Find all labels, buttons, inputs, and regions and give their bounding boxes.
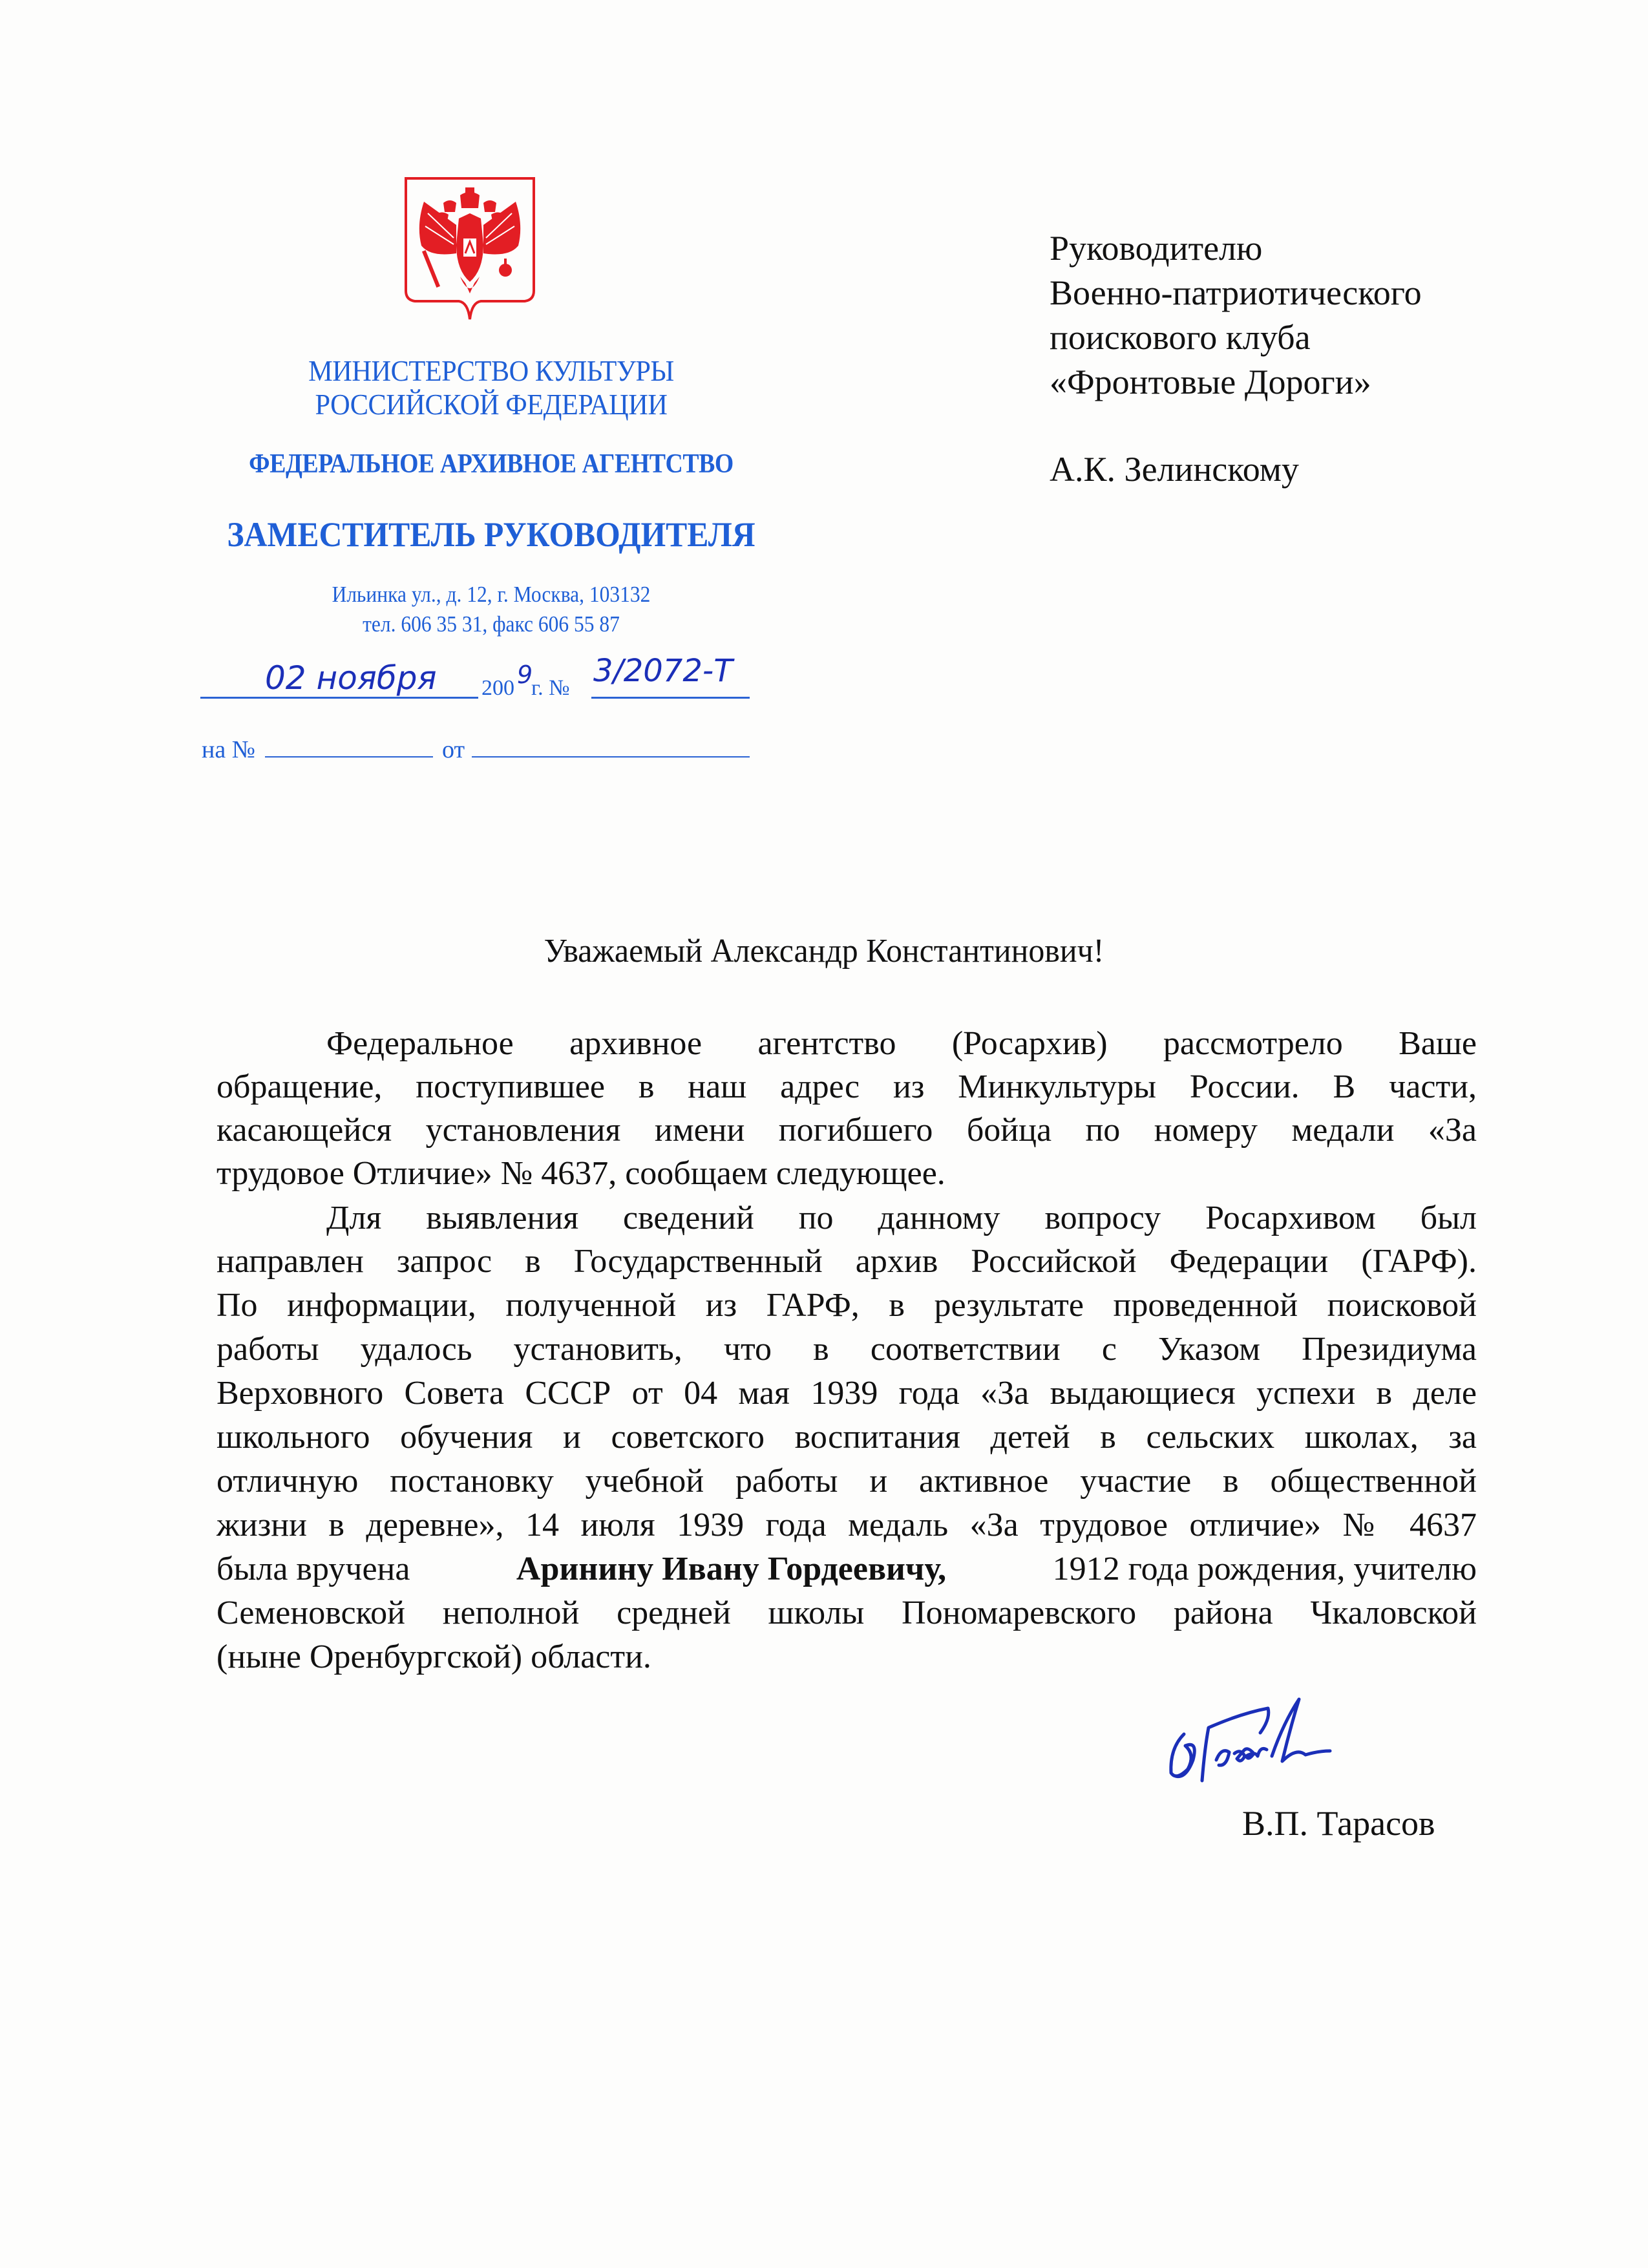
ref-number-label: на № [202,736,255,763]
ministry-line-1: МИНИСТЕРСТВО КУЛЬТУРЫ [308,354,674,387]
address-line: Ильинка ул., д. 12, г. Москва, 103132 [332,582,651,607]
position-title: ЗАМЕСТИТЕЛЬ РУКОВОДИТЕЛЯ [227,515,755,554]
awarded-prefix: была вручена [217,1551,410,1587]
body-line: По информации, полученной из ГАРФ, в результате проведенной поисковой [217,1287,1477,1324]
agency-name: ФЕДЕРАЛЬНОЕ АРХИВНОЕ АГЕНТСТВО [249,449,734,479]
addressee-line: Военно-патриотического [1050,273,1422,312]
coat-of-arms-icon [402,173,538,323]
ministry-name [265,354,717,421]
date-underline [200,697,478,699]
handwritten-number: 3/2072-Т [593,653,733,689]
body-line: Верховного Совета СССР от 04 мая 1939 года «За выдающиеся успехи в деле [217,1375,1477,1412]
ministry-line-2: РОССИЙСКОЙ ФЕДЕРАЦИИ [315,388,668,421]
addressee-name: А.К. Зелинскому [1050,450,1299,489]
ref-date-field [472,756,750,758]
body-line: жизни в деревне», 14 июля 1939 года медаль «За трудовое отличие» № 4637 [217,1507,1477,1543]
year-prefix: 200 [481,676,514,700]
addressee-line: Руководителю [1050,229,1263,268]
number-underline [591,697,750,699]
awarded-suffix: 1912 года рождения, учителю [1052,1551,1477,1587]
handwritten-date: 02 ноября [265,659,437,697]
body-line: касающейся установления имени погибшего бойца по номеру медали «За [217,1112,1477,1149]
addressee-line: «Фронтовые Дороги» [1050,363,1371,401]
body-line: работы удалось установить, что в соответствии с Указом Президиума [217,1331,1477,1368]
addressee-line: поискового клуба [1050,318,1311,357]
signature-icon [1157,1684,1389,1794]
body-line: трудовое Отличие» № 4637, сообщаем следующее. [217,1155,945,1192]
body-line: направлен запрос в Государственный архив Российской Федерации (ГАРФ). [217,1243,1477,1280]
awardee-name: Аринину Ивану Гордеевичу, [516,1551,947,1587]
signer-name: В.П. Тарасов [1242,1804,1435,1843]
body-line-awarded [217,1550,1477,1589]
body-line: (ныне Оренбургской) области. [217,1638,651,1675]
body-line: Для выявления сведений по данному вопросу Росархивом был [326,1200,1477,1236]
body-line: отличную постановку учебной работы и активное участие в общественной [217,1463,1477,1500]
handwritten-year: 9 [517,661,533,689]
salutation: Уважаемый Александр Константинович! [544,933,1104,970]
ref-from-label: от [442,736,465,763]
body-line: обращение, поступившее в наш адрес из Минкультуры России. В части, [217,1068,1477,1105]
body-line: школьного обучения и советского воспитания детей в сельских школах, за [217,1419,1477,1456]
body-line: Федеральное архивное агентство (Росархив) рассмотрело Ваше [326,1025,1477,1062]
body-line: Семеновской неполной средней школы Пономаревского района Чкаловской [217,1595,1477,1631]
ref-number-field [265,756,433,758]
phone-line: тел. 606 35 31, факс 606 55 87 [363,611,620,637]
number-label: г. № [531,676,570,700]
addressee-block [1050,226,1422,492]
